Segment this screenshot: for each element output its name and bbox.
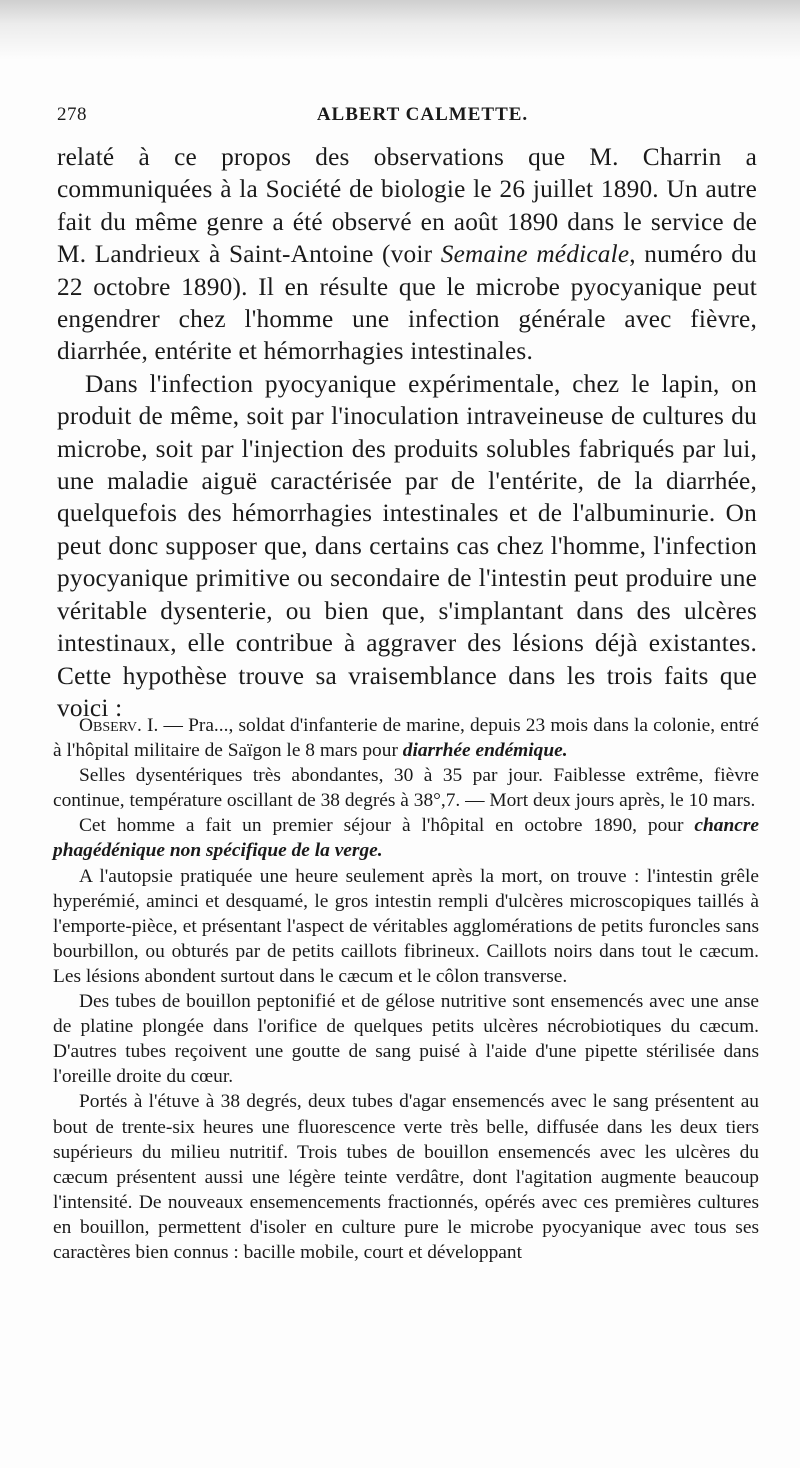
observation-paragraph-6: Portés à l'étuve à 38 degrés, deux tubes d'agar ensemencés avec le sang présentent au bout de trente-six heures une fluorescence verte très belle, diffusée dans les deux tiers supérieurs du milieu nutritif. Trois tubes de bouillon ensemencés avec les ulcères du cæcum présentent aussi une légère teinte verdâtre, dont l'agitation augmente beaucoup l'intensité. De nouveaux ensemencements fractionnés, opérés avec ces premières cultures en bouillon, permettent d'isoler en culture pure le microbe pyocyanique avec tous ses caractères bien connus : bacille mobile, court et développant	[53, 1091, 759, 1263]
page-header	[57, 104, 748, 130]
page-number: 278	[57, 104, 87, 125]
paragraph-2: Dans l'infection pyocyanique expérimentale, chez le lapin, on produit de même, soit par l'inoculation intraveineuse de cultures du microbe, soit par l'injection des produits solubles fabriqués par lui, une maladie aiguë caractérisée par de l'entérite, de la diarrhée, quelquefois des hémorrhagies intestinales et de l'albuminurie. On peut donc supposer que, dans certains cas chez l'homme, l'infection pyocyanique primitive ou secondaire de l'intestin peut produire une véritable dysenterie, ou bien que, s'implantant dans des ulcères intestinaux, elle contribue à aggraver des lésions déjà existantes. Cette hypothèse trouve sa vraisemblance dans les trois faits que voici :	[57, 369, 757, 722]
observation-paragraph-4: A l'autopsie pratiquée une heure seulement après la mort, on trouve : l'intestin grêle hyperémié, aminci et desquamé, le gros intestin rempli d'ulcères microscopiques taillés à l'emporte-pièce, et présentant l'aspect de véritables agglomérations de petits furoncles sans bourbillon, ou obturés par de petits caillots fibrineux. Caillots noirs dans tout le cæcum. Les lésions abondent surtout dans le cæcum et le côlon transverse.	[53, 865, 759, 987]
page-top-edge	[0, 0, 800, 60]
running-head: ALBERT CALMETTE.	[316, 104, 529, 125]
observation-paragraph-2: Selles dysentériques très abondantes, 30 à 35 par jour. Faiblesse extrême, fièvre continue, température oscillant de 38 degrés à 38°,7. — Mort deux jours après, le 10 mars.	[53, 765, 759, 812]
journal-title: Semaine médicale	[440, 240, 630, 269]
diagnosis-2: chancre phagédénique non spécifique de la verge.	[53, 815, 759, 862]
main-text	[57, 141, 757, 724]
paragraph-1-part-a: relaté à ce propos des observations que M. Charrin a communiquées à la Société de biologie le 26 juillet 1890. Un autre fait du même genre a été observé en août 1890 dans le service de M. Landrieux à Saint-Antoine (voir	[57, 143, 757, 269]
diagnosis-1: diarrhée endémique.	[402, 740, 568, 762]
observation-text	[53, 713, 759, 1265]
observation-1-part-a: I. — Pra..., soldat d'infanterie de marine, depuis 23 mois dans la colonie, entré à l'hôpital militaire de Saïgon le 8 mars pour	[53, 715, 759, 762]
observation-label: Observ.	[79, 715, 142, 736]
observation-3-part-a: Cet homme a fait un premier séjour à l'hôpital en octobre 1890, pour	[79, 815, 695, 837]
paragraph-1	[57, 141, 757, 368]
paragraph-1-part-b: , numéro du 22 octobre 1890). Il en résulte que le microbe pyocyanique peut engendrer chez l'homme une infection générale avec fièvre, diarrhée, entérite et hémorrhagies intestinales.	[57, 240, 757, 366]
observation-paragraph-3	[53, 813, 759, 863]
observation-paragraph-1	[53, 713, 759, 763]
observation-paragraph-5: Des tubes de bouillon peptonifié et de gélose nutritive sont ensemencés avec une anse de platine plongée dans l'orifice de quelques petits ulcères nécrobiotiques du cæcum. D'autres tubes reçoivent une goutte de sang puisé à l'aide d'une pipette stérilisée dans l'oreille droite du cœur.	[53, 991, 759, 1088]
